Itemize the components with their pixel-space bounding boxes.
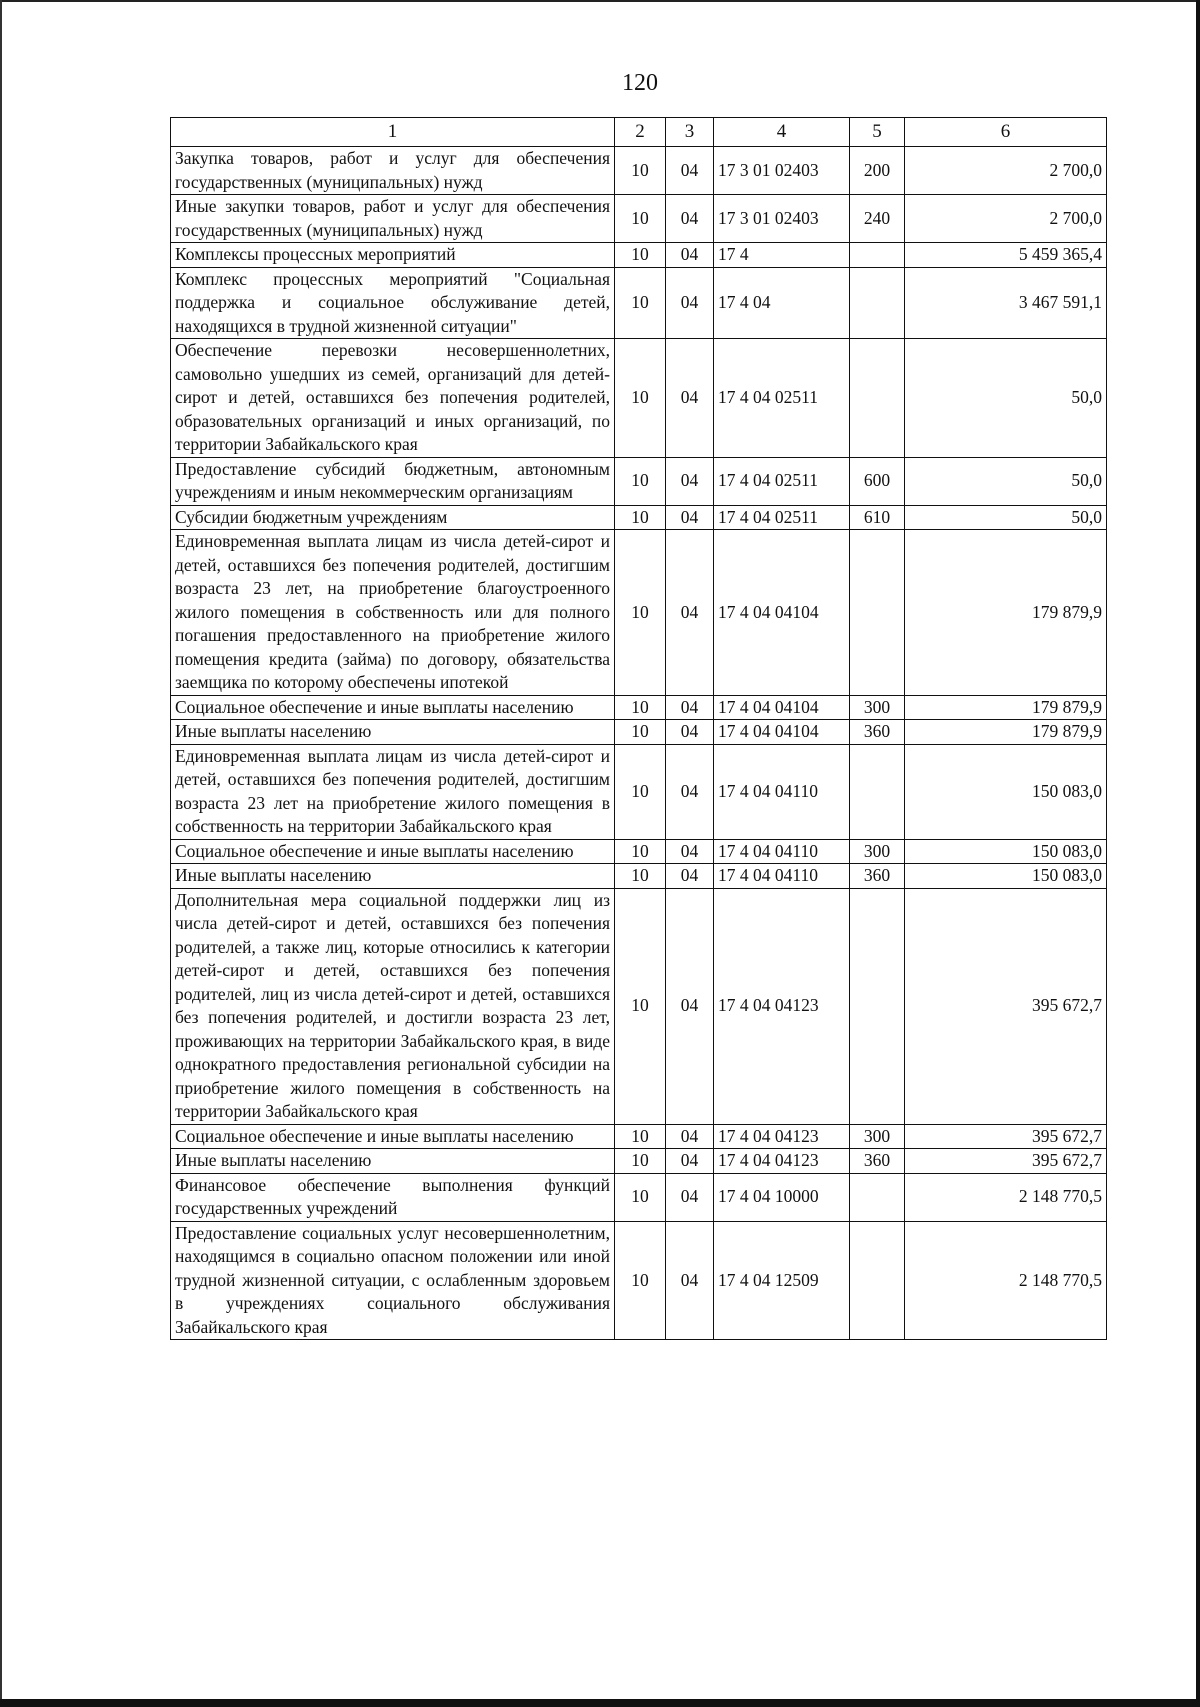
cell-name: Финансовое обеспечение выполнения функций государственных учреждений bbox=[171, 1173, 615, 1221]
table-row bbox=[171, 267, 1107, 339]
cell-c6: 395 672,7 bbox=[905, 1124, 1107, 1149]
cell-name: Предоставление субсидий бюджетным, автономным учреждениям и иным некоммерческим организациям bbox=[171, 457, 615, 505]
cell-c5: 300 bbox=[850, 1124, 905, 1149]
cell-c4: 17 4 04 02511 bbox=[714, 505, 850, 530]
table-row bbox=[171, 1124, 1107, 1149]
cell-c6: 179 879,9 bbox=[905, 530, 1107, 696]
cell-c2: 10 bbox=[615, 1124, 666, 1149]
cell-c3: 04 bbox=[666, 457, 714, 505]
scan-border-bottom bbox=[0, 1699, 1200, 1707]
header-row bbox=[171, 118, 1107, 147]
cell-c3: 04 bbox=[666, 744, 714, 839]
cell-c4: 17 4 04 04110 bbox=[714, 744, 850, 839]
cell-name: Обеспечение перевозки несовершеннолетних, самовольно ушедших из семей, организаций для детей-сирот и детей, оставшихся без попечения родителей, образовательных организаций и иных организаций, по территории Забайкальского края bbox=[171, 339, 615, 458]
cell-name: Комплекс процессных мероприятий "Социальная поддержка и социальное обслуживание детей, находящихся в трудной жизненной ситуации" bbox=[171, 267, 615, 339]
cell-c5: 240 bbox=[850, 195, 905, 243]
cell-name: Социальное обеспечение и иные выплаты населению bbox=[171, 839, 615, 864]
cell-name: Иные выплаты населению bbox=[171, 864, 615, 889]
cell-c6: 50,0 bbox=[905, 457, 1107, 505]
cell-c6: 395 672,7 bbox=[905, 888, 1107, 1124]
cell-c6: 2 148 770,5 bbox=[905, 1221, 1107, 1340]
cell-name: Единовременная выплата лицам из числа детей-сирот и детей, оставшихся без попечения родителей, достигшим возраста 23 лет на приобретение жилого помещения в собственность на территории Забайкальского края bbox=[171, 744, 615, 839]
cell-c5: 360 bbox=[850, 864, 905, 889]
cell-c2: 10 bbox=[615, 1173, 666, 1221]
cell-name: Субсидии бюджетным учреждениям bbox=[171, 505, 615, 530]
cell-c4: 17 4 04 04104 bbox=[714, 530, 850, 696]
table-row bbox=[171, 888, 1107, 1124]
table-row bbox=[171, 195, 1107, 243]
cell-c4: 17 4 04 04123 bbox=[714, 888, 850, 1124]
cell-c2: 10 bbox=[615, 530, 666, 696]
cell-c5 bbox=[850, 888, 905, 1124]
cell-c4: 17 3 01 02403 bbox=[714, 195, 850, 243]
cell-c4: 17 4 04 04110 bbox=[714, 839, 850, 864]
header-col-6: 6 bbox=[905, 118, 1107, 147]
cell-c3: 04 bbox=[666, 839, 714, 864]
cell-c5: 200 bbox=[850, 147, 905, 195]
cell-c2: 10 bbox=[615, 457, 666, 505]
table-row bbox=[171, 530, 1107, 696]
cell-c5: 360 bbox=[850, 1149, 905, 1174]
cell-c2: 10 bbox=[615, 243, 666, 268]
cell-c2: 10 bbox=[615, 888, 666, 1124]
cell-c4: 17 4 04 04104 bbox=[714, 695, 850, 720]
cell-c3: 04 bbox=[666, 267, 714, 339]
cell-c6: 150 083,0 bbox=[905, 744, 1107, 839]
budget-table bbox=[170, 117, 1107, 1340]
scan-border-right bbox=[1196, 0, 1200, 1707]
cell-c2: 10 bbox=[615, 195, 666, 243]
table-body bbox=[171, 147, 1107, 1340]
table-row bbox=[171, 1173, 1107, 1221]
cell-c2: 10 bbox=[615, 1149, 666, 1174]
cell-name: Иные закупки товаров, работ и услуг для обеспечения государственных (муниципальных) нужд bbox=[171, 195, 615, 243]
cell-c2: 10 bbox=[615, 695, 666, 720]
table-row bbox=[171, 147, 1107, 195]
cell-c6: 395 672,7 bbox=[905, 1149, 1107, 1174]
cell-c5: 600 bbox=[850, 457, 905, 505]
cell-c6: 150 083,0 bbox=[905, 864, 1107, 889]
cell-c4: 17 4 04 12509 bbox=[714, 1221, 850, 1340]
cell-c6: 179 879,9 bbox=[905, 695, 1107, 720]
cell-c5: 610 bbox=[850, 505, 905, 530]
header-col-3: 3 bbox=[666, 118, 714, 147]
table-row bbox=[171, 720, 1107, 745]
cell-name: Социальное обеспечение и иные выплаты населению bbox=[171, 695, 615, 720]
cell-c4: 17 4 04 04104 bbox=[714, 720, 850, 745]
table-row bbox=[171, 1221, 1107, 1340]
cell-c6: 2 148 770,5 bbox=[905, 1173, 1107, 1221]
cell-c4: 17 4 04 10000 bbox=[714, 1173, 850, 1221]
cell-c5 bbox=[850, 744, 905, 839]
cell-c3: 04 bbox=[666, 530, 714, 696]
cell-name: Предоставление социальных услуг несовершеннолетним, находящимся в социально опасном положении или иной трудной жизненной ситуации, с ослабленным здоровьем в учреждениях социального обслуживания Забайкальского края bbox=[171, 1221, 615, 1340]
cell-c4: 17 4 04 04110 bbox=[714, 864, 850, 889]
cell-c6: 50,0 bbox=[905, 505, 1107, 530]
cell-c6: 50,0 bbox=[905, 339, 1107, 458]
cell-c5: 300 bbox=[850, 695, 905, 720]
cell-c5 bbox=[850, 243, 905, 268]
cell-c5 bbox=[850, 1221, 905, 1340]
cell-c3: 04 bbox=[666, 1221, 714, 1340]
cell-c3: 04 bbox=[666, 888, 714, 1124]
cell-c5: 300 bbox=[850, 839, 905, 864]
table-row bbox=[171, 695, 1107, 720]
table-row bbox=[171, 744, 1107, 839]
cell-name: Социальное обеспечение и иные выплаты населению bbox=[171, 1124, 615, 1149]
scan-border-left bbox=[0, 0, 2, 1707]
cell-name: Закупка товаров, работ и услуг для обеспечения государственных (муниципальных) нужд bbox=[171, 147, 615, 195]
cell-name: Иные выплаты населению bbox=[171, 720, 615, 745]
cell-c4: 17 4 04 02511 bbox=[714, 339, 850, 458]
cell-c2: 10 bbox=[615, 864, 666, 889]
cell-c4: 17 3 01 02403 bbox=[714, 147, 850, 195]
table-row bbox=[171, 839, 1107, 864]
header-col-5: 5 bbox=[850, 118, 905, 147]
cell-name: Единовременная выплата лицам из числа детей-сирот и детей, оставшихся без попечения родителей, достигшим возраста 23 лет, на приобретение благоустроенного жилого помещения в собственность или для полного погашения предоставленного на приобретение жилого помещения кредита (займа) по договору, обязательства заемщика по которому обеспечены ипотекой bbox=[171, 530, 615, 696]
cell-c6: 179 879,9 bbox=[905, 720, 1107, 745]
table-row bbox=[171, 339, 1107, 458]
cell-c3: 04 bbox=[666, 505, 714, 530]
header-col-4: 4 bbox=[714, 118, 850, 147]
header-col-2: 2 bbox=[615, 118, 666, 147]
cell-c6: 150 083,0 bbox=[905, 839, 1107, 864]
cell-c4: 17 4 04 04123 bbox=[714, 1124, 850, 1149]
cell-c4: 17 4 bbox=[714, 243, 850, 268]
cell-c2: 10 bbox=[615, 505, 666, 530]
cell-c3: 04 bbox=[666, 695, 714, 720]
cell-name: Комплексы процессных мероприятий bbox=[171, 243, 615, 268]
cell-c3: 04 bbox=[666, 1124, 714, 1149]
cell-c3: 04 bbox=[666, 243, 714, 268]
table-row bbox=[171, 457, 1107, 505]
table-row bbox=[171, 864, 1107, 889]
cell-c2: 10 bbox=[615, 744, 666, 839]
cell-c5: 360 bbox=[850, 720, 905, 745]
cell-c5 bbox=[850, 339, 905, 458]
cell-c5 bbox=[850, 1173, 905, 1221]
cell-c6: 2 700,0 bbox=[905, 195, 1107, 243]
cell-c3: 04 bbox=[666, 864, 714, 889]
cell-c2: 10 bbox=[615, 1221, 666, 1340]
cell-c5 bbox=[850, 267, 905, 339]
cell-c2: 10 bbox=[615, 339, 666, 458]
cell-c3: 04 bbox=[666, 147, 714, 195]
table-row bbox=[171, 243, 1107, 268]
cell-c2: 10 bbox=[615, 720, 666, 745]
cell-c3: 04 bbox=[666, 195, 714, 243]
cell-name: Иные выплаты населению bbox=[171, 1149, 615, 1174]
page-number: 120 bbox=[622, 70, 658, 96]
cell-c6: 5 459 365,4 bbox=[905, 243, 1107, 268]
cell-c6: 2 700,0 bbox=[905, 147, 1107, 195]
cell-c3: 04 bbox=[666, 720, 714, 745]
cell-c4: 17 4 04 02511 bbox=[714, 457, 850, 505]
cell-c4: 17 4 04 bbox=[714, 267, 850, 339]
cell-c2: 10 bbox=[615, 147, 666, 195]
table-row bbox=[171, 505, 1107, 530]
cell-c3: 04 bbox=[666, 1173, 714, 1221]
cell-c2: 10 bbox=[615, 267, 666, 339]
cell-name: Дополнительная мера социальной поддержки лиц из числа детей-сирот и детей, оставшихся без попечения родителей, а также лиц, которые относились к категории детей-сирот и детей, оставшихся без попечения родителей, лиц из числа детей-сирот и детей, оставшихся без попечения родителей, и достигли возраста 23 лет, проживающих на территории Забайкальского края, в виде однократного предоставления региональной субсидии на приобретение жилого помещения в собственность на территории Забайкальского края bbox=[171, 888, 615, 1124]
cell-c6: 3 467 591,1 bbox=[905, 267, 1107, 339]
cell-c3: 04 bbox=[666, 1149, 714, 1174]
scan-border-top bbox=[0, 0, 1200, 2]
cell-c2: 10 bbox=[615, 839, 666, 864]
cell-c4: 17 4 04 04123 bbox=[714, 1149, 850, 1174]
table-row bbox=[171, 1149, 1107, 1174]
cell-c3: 04 bbox=[666, 339, 714, 458]
header-col-1: 1 bbox=[171, 118, 615, 147]
cell-c5 bbox=[850, 530, 905, 696]
